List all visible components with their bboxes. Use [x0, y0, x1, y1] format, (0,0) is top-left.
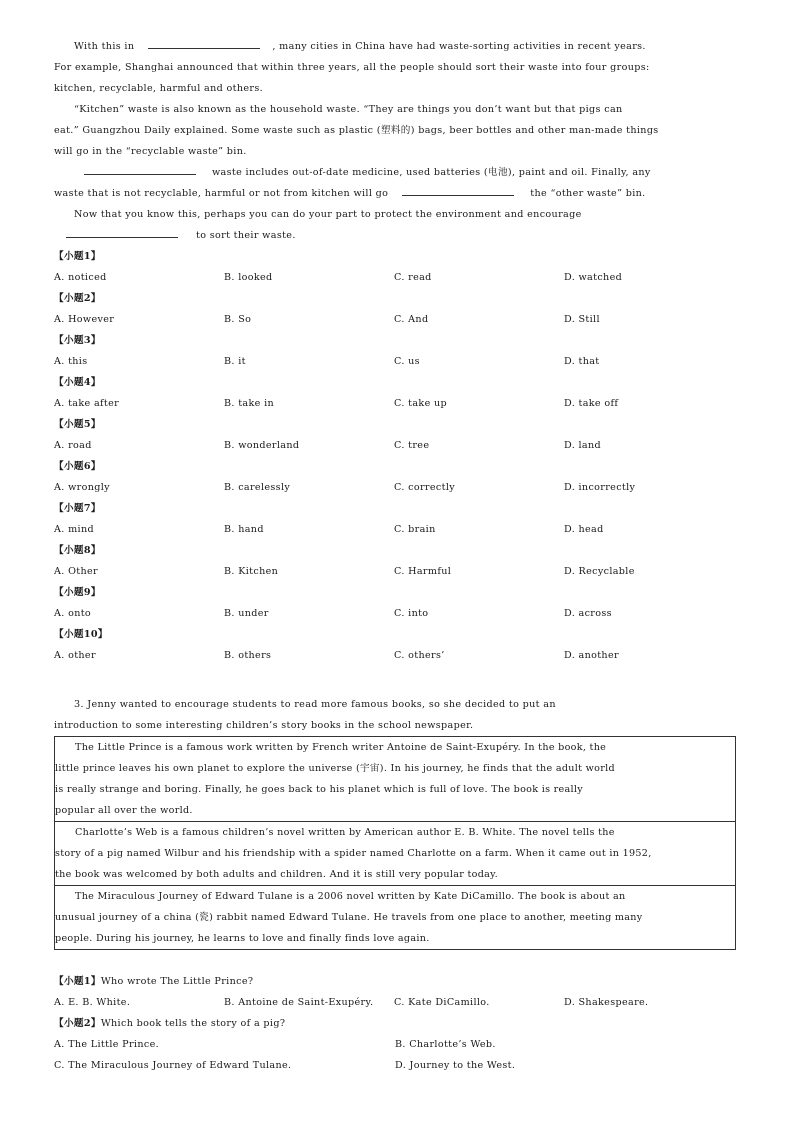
- option-c[interactable]: C. into: [394, 608, 429, 619]
- option-d[interactable]: D. another: [564, 650, 619, 661]
- question: [54, 372, 736, 414]
- option-a[interactable]: A. Other: [54, 566, 98, 577]
- option-row: [54, 267, 736, 288]
- book-intro-charlottes-web: Charlotte’s Web is a famous children’s novel written by American author E. B. White. The novel tells the story of a pig named Wilbur and his friendship with a spider named Charlotte on a farm. When it came out in 1952, the book was welcomed by both adults and children. And it is still very popular today.: [55, 821, 735, 885]
- question-label: 【小题5】: [54, 419, 101, 430]
- question-label: 【小题1】: [54, 976, 101, 987]
- option-d[interactable]: D. head: [564, 524, 604, 535]
- option-a[interactable]: A. noticed: [54, 272, 107, 283]
- passage-line: eat.” Guangzhou Daily explained. Some waste such as plastic (塑料的) bags, beer bottles and other man-made things: [54, 125, 659, 136]
- option-row: [54, 351, 736, 372]
- option-b[interactable]: B. under: [224, 608, 269, 619]
- reading-intro: introduction to some interesting children’s story books in the school newspaper.: [54, 720, 474, 731]
- option-a[interactable]: A. take after: [54, 398, 120, 409]
- option-b[interactable]: B. hand: [224, 524, 264, 535]
- option-d[interactable]: D. Journey to the West.: [395, 1060, 516, 1071]
- question: [54, 456, 736, 498]
- option-c[interactable]: C. Kate DiCamillo.: [394, 997, 490, 1008]
- option-row: [54, 561, 736, 582]
- question-text: Which book tells the story of a pig?: [100, 1018, 286, 1029]
- option-b[interactable]: B. it: [224, 356, 246, 367]
- option-b[interactable]: B. wonderland: [224, 440, 300, 451]
- question-label: 【小题10】: [54, 629, 108, 640]
- passage-line: “Kitchen” waste is also known as the household waste. “They are things you don’t want but that pigs can: [74, 104, 623, 115]
- reading-question-2: [54, 1013, 736, 1076]
- question: [54, 582, 736, 624]
- reading-intro: 3. Jenny wanted to encourage students to read more famous books, so she decided to put an: [74, 699, 556, 710]
- option-d[interactable]: D. that: [564, 356, 600, 367]
- option-d[interactable]: D. incorrectly: [564, 482, 636, 493]
- question-text: Who wrote The Little Prince?: [100, 976, 254, 987]
- option-row: [54, 477, 736, 498]
- option-d[interactable]: D. watched: [564, 272, 623, 283]
- option-a[interactable]: A. road: [54, 440, 92, 451]
- book-intro-edward-tulane: The Miraculous Journey of Edward Tulane is a 2006 novel written by Kate DiCamillo. The book is about an unusual journey of a china (瓷) rabbit named Edward Tulane. He travels from one place to another, meeting many people. During his journey, he learns to love and finally finds love again.: [55, 885, 735, 949]
- option-c[interactable]: C. tree: [394, 440, 430, 451]
- option-d[interactable]: D. Recyclable: [564, 566, 635, 577]
- passage-line: will go in the “recyclable waste” bin.: [54, 146, 247, 157]
- passage-line: For example, Shanghai announced that within three years, all the people should sort their waste into four groups:: [54, 62, 650, 73]
- option-b[interactable]: B. Kitchen: [224, 566, 279, 577]
- option-c[interactable]: C. us: [394, 356, 420, 367]
- option-a[interactable]: A. mind: [54, 524, 94, 535]
- cloze-passage: [54, 36, 736, 246]
- question: [54, 330, 736, 372]
- option-a[interactable]: A. wrongly: [54, 482, 110, 493]
- question-label: 【小题2】: [54, 1018, 101, 1029]
- reading-question-1: [54, 971, 736, 1013]
- question: [54, 414, 736, 456]
- question: [54, 498, 736, 540]
- option-c[interactable]: C. others’: [394, 650, 445, 661]
- passage-line: waste includes out-of-date medicine, used batteries (电池), paint and oil. Finally, any: [54, 162, 736, 183]
- answer-blank-2[interactable]: [84, 162, 196, 175]
- question: [54, 288, 736, 330]
- option-d[interactable]: D. Shakespeare.: [564, 997, 649, 1008]
- question: [54, 540, 736, 582]
- worksheet-page: [54, 36, 736, 1076]
- question-label: 【小题9】: [54, 587, 101, 598]
- book-intro-table: [54, 736, 736, 950]
- question: [54, 624, 736, 666]
- option-a[interactable]: A. onto: [54, 608, 92, 619]
- question-label: 【小题4】: [54, 377, 101, 388]
- option-d[interactable]: D. across: [564, 608, 612, 619]
- question-label: 【小题6】: [54, 461, 101, 472]
- question-label: 【小题1】: [54, 251, 101, 262]
- question-label: 【小题7】: [54, 503, 101, 514]
- option-b[interactable]: B. looked: [224, 272, 273, 283]
- option-row: [54, 645, 736, 666]
- option-row: [54, 435, 736, 456]
- option-c[interactable]: C. read: [394, 272, 432, 283]
- passage-line: Now that you know this, perhaps you can do your part to protect the environment and encourage: [74, 209, 582, 220]
- option-d[interactable]: D. land: [564, 440, 602, 451]
- passage-line: to sort their waste.: [54, 225, 736, 246]
- option-b[interactable]: B. others: [224, 650, 272, 661]
- reading-section: [54, 694, 736, 1076]
- option-row: [54, 519, 736, 540]
- option-a[interactable]: A. The Little Prince.: [54, 1039, 160, 1050]
- option-b[interactable]: B. So: [224, 314, 252, 325]
- option-c[interactable]: C. correctly: [394, 482, 456, 493]
- passage-line: kitchen, recyclable, harmful and others.: [54, 83, 264, 94]
- answer-blank-3[interactable]: [402, 183, 514, 196]
- passage-line: With this in , many cities in China have had waste-sorting activities in recent years.: [54, 36, 736, 57]
- option-b[interactable]: B. Charlotte’s Web.: [395, 1039, 496, 1050]
- option-c[interactable]: C. Harmful: [394, 566, 452, 577]
- question: [54, 246, 736, 288]
- option-row: [54, 1034, 736, 1055]
- answer-blank-1[interactable]: [148, 36, 260, 49]
- book-intro-little-prince: The Little Prince is a famous work written by French writer Antoine de Saint-Exupéry. In the book, the little prince leaves his own planet to explore the universe (宇宙). In his journey, he finds that the adult world is really strange and boring. Finally, he goes back to his planet which is full of love. The book is really popular all over the world.: [55, 742, 615, 816]
- option-b[interactable]: B. Antoine de Saint-Exupéry.: [224, 997, 374, 1008]
- option-a[interactable]: A. However: [54, 314, 115, 325]
- option-row: [54, 603, 736, 624]
- question-label: 【小题2】: [54, 293, 101, 304]
- question-label: 【小题3】: [54, 335, 101, 346]
- cloze-questions: [54, 246, 736, 666]
- option-c[interactable]: C. brain: [394, 524, 436, 535]
- option-row: [54, 393, 736, 414]
- option-d[interactable]: D. Still: [564, 314, 600, 325]
- option-c[interactable]: C. take up: [394, 398, 448, 409]
- option-d[interactable]: D. take off: [564, 398, 619, 409]
- option-row: [54, 1055, 736, 1076]
- option-c[interactable]: C. And: [394, 314, 429, 325]
- question-label: 【小题8】: [54, 545, 101, 556]
- option-row: [54, 309, 736, 330]
- option-b[interactable]: B. carelessly: [224, 482, 291, 493]
- option-a[interactable]: A. E. B. White.: [54, 997, 131, 1008]
- option-b[interactable]: B. take in: [224, 398, 275, 409]
- option-a[interactable]: A. this: [54, 356, 88, 367]
- passage-line: waste that is not recyclable, harmful or not from kitchen will go the “other waste” bin.: [54, 183, 736, 204]
- option-a[interactable]: A. other: [54, 650, 96, 661]
- answer-blank-4[interactable]: [66, 225, 178, 238]
- option-c[interactable]: C. The Miraculous Journey of Edward Tulane.: [54, 1060, 292, 1071]
- option-row: [54, 992, 736, 1013]
